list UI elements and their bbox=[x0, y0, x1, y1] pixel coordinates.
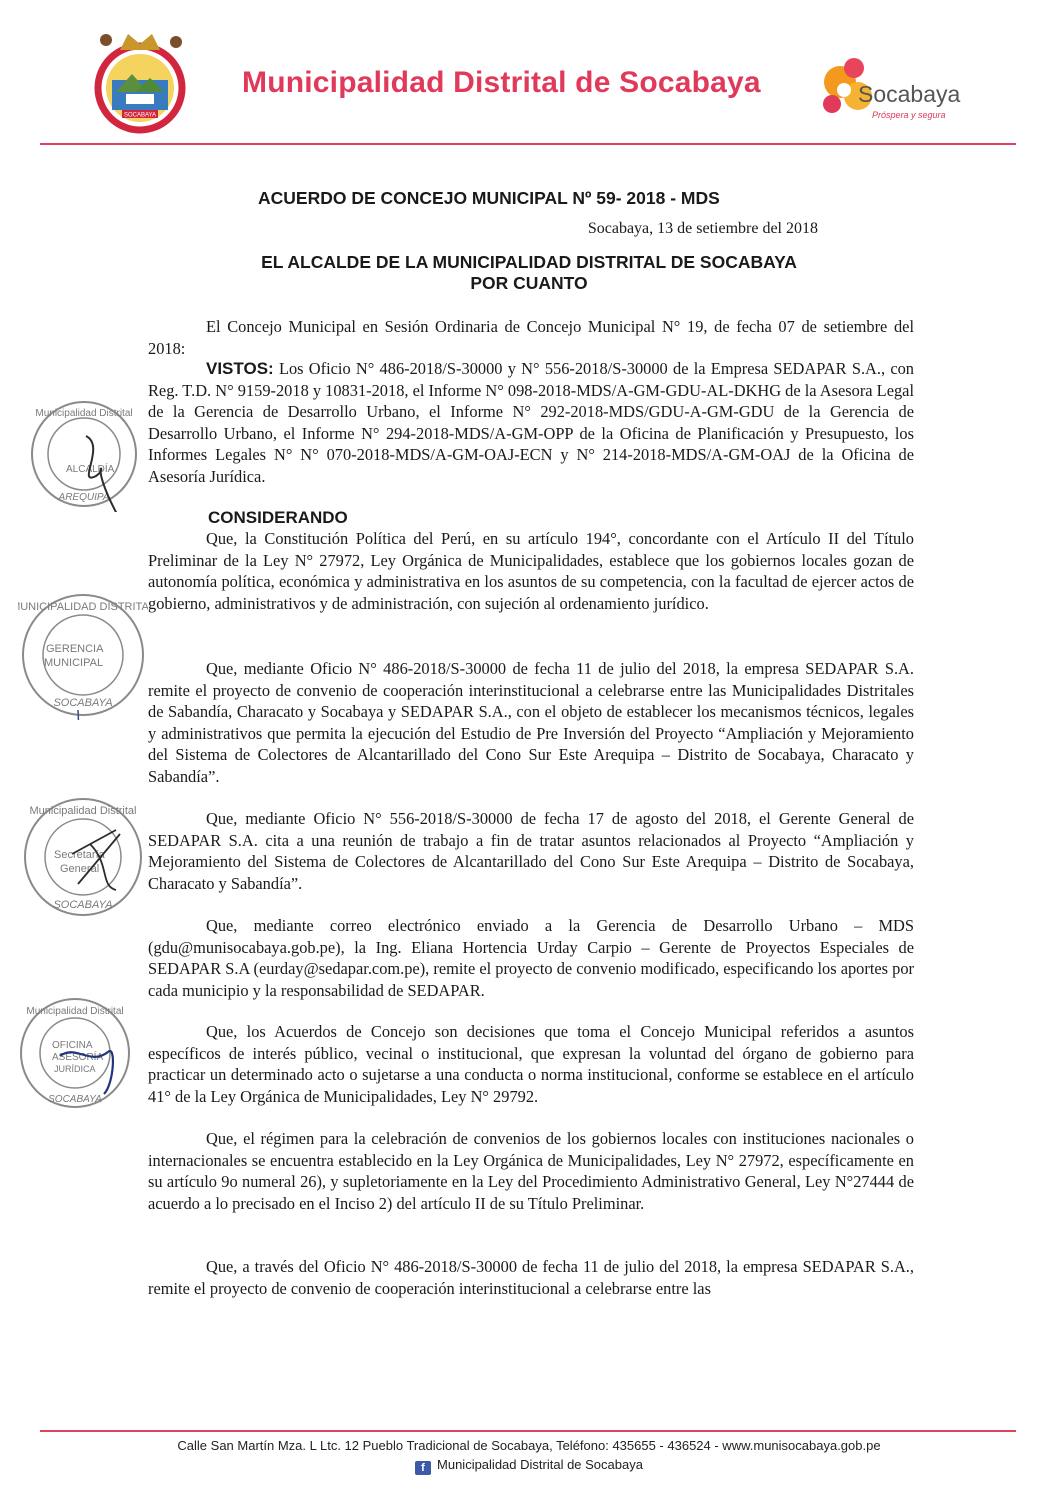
stamp-bottom-text: SOCABAYA bbox=[48, 1094, 102, 1105]
secretaria-stamp bbox=[20, 794, 146, 920]
brand-name: Socabaya bbox=[858, 81, 961, 107]
gerencia-stamp bbox=[18, 590, 148, 720]
considerando-paragraph: Que, los Acuerdos de Concejo son decisiones que toma el Concejo Municipal referidos a asuntos específicos de interés público, vecinal o institucional, que expresan la voluntad del órgano de gobierno para practicar un determinado acto o sujetarse a una conducta o norma institucional, conforme se establece en el artículo 41° de la Ley Orgánica de Municipalidades, Ley N° 29792. bbox=[148, 1022, 914, 1106]
stamp-middle-text: MUNICIPAL bbox=[44, 657, 104, 669]
alcaldia-stamp bbox=[26, 396, 142, 512]
stamp-middle-text: ALCALDÍA bbox=[66, 464, 115, 475]
considerando-paragraph: Que, mediante correo electrónico enviado a la Gerencia de Desarrollo Urbano – MDS (gdu@munisocabaya.gob.pe), la Ing. Eliana Hortencia Urday Carpio – Gerente de Proyectos Especiales de SEDAPAR S.A (eurday@sedapar.com.pe), remite el proyecto de convenio modificado, especificando los aportes por cada municipio y la responsabilidad de SEDAPAR. bbox=[148, 916, 914, 1000]
municipality-title: Municipalidad Distrital de Socabaya bbox=[242, 66, 761, 99]
considerando-paragraph: Que, a través del Oficio N° 486-2018/S-30000 de fecha 11 de julio del 2018, la empresa SEDAPAR S.A., remite el proyecto de convenio de cooperación interinstitucional a celebrarse entre las bbox=[148, 1257, 914, 1298]
facebook-icon: f bbox=[415, 1461, 431, 1475]
vistos-label: VISTOS: bbox=[206, 359, 274, 378]
facebook-label: Municipalidad Distrital de Socabaya bbox=[437, 1457, 643, 1472]
considerando-paragraph: Que, el régimen para la celebración de convenios de los gobiernos locales con instituciones nacionales o internacionales se encuentra establecido en la Ley Orgánica de Municipalidades, Ley N° 27972, específicamente en su artículo 9o numeral 26), y supletoriamente en la Ley del Procedimiento Administrativo General, Ley N°27444 de acuerdo a lo precisado en el Inciso 2) del artículo II de su Título Preliminar. bbox=[148, 1129, 914, 1213]
municipal-seal-logo bbox=[92, 30, 188, 136]
document-heading bbox=[0, 252, 1058, 294]
stamp-middle-text: ASESORÍA bbox=[52, 1052, 104, 1063]
stamp-bottom-text: AREQUIPA bbox=[58, 492, 110, 503]
vistos-text: Los Oficio N° 486-2018/S-30000 y N° 556-2018/S-30000 de la Empresa SEDAPAR S.A., con Reg. T.D. N° 9159-2018 y 10831-2018, el Informe N° 098-2018-MDS/A-GM-GDU-AL-DKHG de la Asesora Legal de la Gerencia de Desarrollo Urbano, el Informe N° 292-2018-MDS/GDU-A-GM-GDU de la Gerencia de Desarrollo Urbano, el Informe N° 294-2018-MDS/A-GM-OPP de la Oficina de Planificación y Presupuesto, los Informes Legales N° N° 070-2018-MDS/A-GM-OAJ-ECN y N° 214-2018-MDS/A-GM-OAJ de la Oficina de Asesoría Jurídica. bbox=[148, 359, 914, 486]
stamp-middle-text: OFICINA bbox=[52, 1040, 93, 1051]
stamp-top-text: Municipalidad Distrital bbox=[29, 805, 137, 817]
heading-line-2: POR CUANTO bbox=[470, 273, 588, 293]
considerando-heading: CONSIDERANDO bbox=[208, 508, 348, 527]
footer-facebook bbox=[0, 1457, 1058, 1475]
stamp-middle-text: GERENCIA bbox=[46, 643, 104, 655]
seal-text: SOCABAYA bbox=[123, 112, 157, 119]
stamp-top-text: Municipalidad Distrital bbox=[35, 408, 133, 419]
asesoria-juridica-stamp bbox=[16, 994, 134, 1112]
vistos-paragraph bbox=[148, 358, 914, 487]
intro-paragraph: El Concejo Municipal en Sesión Ordinaria de Concejo Municipal N° 19, de fecha 07 de setiembre del 2018: bbox=[148, 317, 914, 358]
stamp-middle-text: JURÍDICA bbox=[54, 1064, 96, 1074]
footer-address: Calle San Martín Mza. L Ltc. 12 Pueblo Tradicional de Socabaya, Teléfono: 435655 - 436524 - www.munisocabaya.gob.pe bbox=[177, 1438, 881, 1453]
stamp-middle-text: Secretaría bbox=[54, 849, 105, 861]
stamp-top-text: Municipalidad Distrital bbox=[26, 1006, 124, 1017]
considerando-paragraph: Que, mediante Oficio N° 486-2018/S-30000 de fecha 11 de julio del 2018, la empresa SEDAPAR S.A. remite el proyecto de convenio de cooperación interinstitucional a celebrarse entre las Municipalidades Distritales de Sabandía, Characato y Socabaya y SEDAPAR S.A., con el objeto de establecer los mecanismos técnicos, legales y administrativos que permita la ejecución del Estudio de Pre Inversión del Proyecto “Ampliación y Mejoramiento del Sistema de Colectores de Alcantarillado del Cono Sur Este Arequipa – Distrito de Socabaya, Characato y Sabandía”. bbox=[148, 659, 914, 786]
document-date: Socabaya, 13 de setiembre del 2018 bbox=[587, 220, 818, 237]
stamp-bottom-text: SOCABAYA bbox=[53, 697, 113, 709]
considerando-paragraph: Que, la Constitución Política del Perú, en su artículo 194°, concordante con el Artículo II del Título Preliminar de la Ley N° 27972, Ley Orgánica de Municipalidades, establece que los gobiernos locales gozan de autonomía política, económica y administrativa en los asuntos de su competencia, con la facultad de ejercer actos de gobierno, administrativos y de administración, con sujeción al ordenamiento jurídico. bbox=[148, 529, 914, 613]
stamp-top-text: MUNICIPALIDAD DISTRITAL bbox=[18, 601, 148, 613]
brand-tagline: Próspera y segura bbox=[872, 110, 946, 120]
socabaya-brand-logo bbox=[814, 52, 974, 130]
heading-line-1: EL ALCALDE DE LA MUNICIPALIDAD DISTRITAL DE SOCABAYA bbox=[261, 252, 797, 272]
footer-divider bbox=[40, 1430, 1016, 1432]
stamp-bottom-text: SOCABAYA bbox=[53, 899, 113, 911]
header-divider bbox=[40, 143, 1016, 145]
agreement-title: ACUERDO DE CONCEJO MUNICIPAL Nº 59- 2018 - MDS bbox=[258, 188, 720, 208]
stamp-middle-text: General bbox=[60, 863, 100, 875]
considerando-paragraph: Que, mediante Oficio N° 556-2018/S-30000 de fecha 17 de agosto del 2018, el Gerente General de SEDAPAR S.A. cita a una reunión de trabajo a fin de tratar asuntos relacionados al Proyecto “Ampliación y Mejoramiento del Sistema de Colectores de Alcantarillado del Cono Sur Este Arequipa – Distrito de Socabaya, Characato y Sabandía”. bbox=[148, 809, 914, 893]
